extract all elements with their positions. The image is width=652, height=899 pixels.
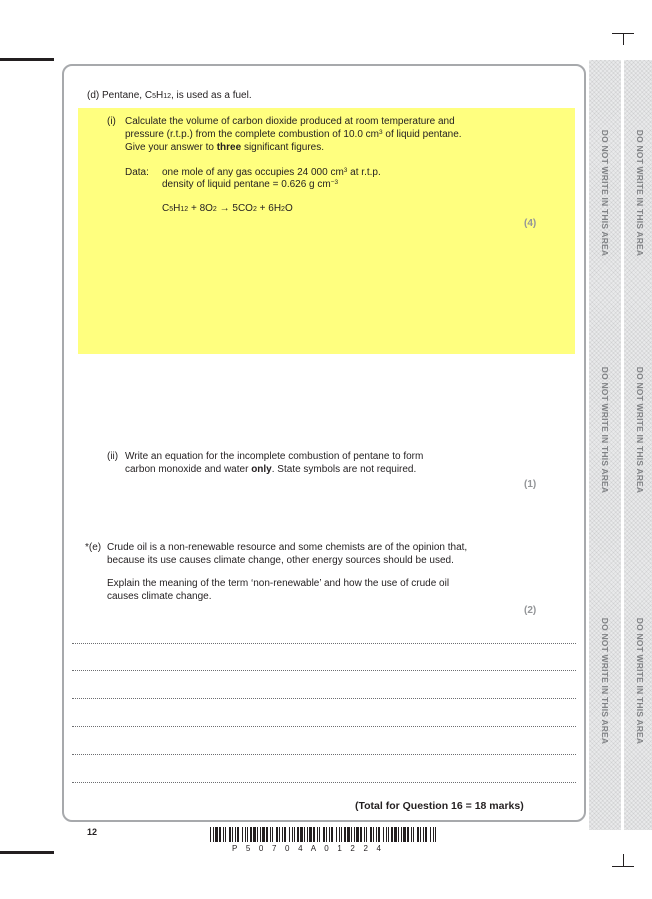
margin-warning-outer-1: DO NOT WRITE IN THIS AREA: [635, 129, 645, 257]
barcode-text: P 5 0 7 0 4 A 0 1 2 2 4: [232, 844, 385, 853]
marks-e: (2): [524, 605, 537, 616]
question-d-label: (d): [87, 90, 100, 101]
data-molar-volume: one mole of any gas occupies 24 000 $cm^3$ at r.t.p.: [162, 167, 381, 178]
question-d-i-line1: Calculate the volume of carbon dioxide produced at room temperature and: [125, 116, 455, 127]
question-e-line1: Crude oil is a non-renewable resource and some chemists are of the opinion that,: [107, 542, 468, 553]
question-d-text: Pentane, C5H12, is used as a fuel.: [102, 90, 252, 101]
margin-warning-outer-3: DO NOT WRITE IN THIS AREA: [635, 617, 645, 745]
answer-line[interactable]: [72, 698, 576, 699]
marks-d-ii: (1): [524, 479, 537, 490]
question-d-i-label: (i): [107, 116, 116, 127]
crop-mark-bottom-v: [623, 854, 624, 866]
question-d-i-line3: Give your answer to three significant figures.: [125, 142, 324, 153]
question-d: [87, 90, 252, 104]
answer-line[interactable]: [72, 670, 576, 671]
margin-warning-outer-2: DO NOT WRITE IN THIS AREA: [635, 366, 645, 494]
page-number: 12: [87, 827, 98, 837]
margin-warning-inner-1: DO NOT WRITE IN THIS AREA: [600, 129, 610, 257]
combustion-equation: C5H12 + 8O2 → 5CO2 + 6H2O: [162, 203, 293, 214]
question-total: (Total for Question 16 = 18 marks): [355, 800, 524, 812]
question-e-line4: causes climate change.: [107, 591, 212, 602]
data-label: Data:: [125, 167, 149, 178]
crop-mark-bottom-h: [612, 866, 634, 867]
edge-bar-bottom: [0, 851, 54, 854]
question-e-line2: because its use causes climate change, other energy sources should be used.: [107, 555, 454, 566]
question-e-line3: Explain the meaning of the term ‘non-renewable’ and how the use of crude oil: [107, 578, 450, 589]
question-e-label: *(e): [85, 542, 102, 553]
crop-mark-top-v: [623, 33, 624, 45]
data-density: density of liquid pentane = 0.626 g $cm^{-3}$: [162, 179, 339, 190]
answer-line[interactable]: [72, 643, 576, 644]
margin-warning-inner-2: DO NOT WRITE IN THIS AREA: [600, 366, 610, 494]
answer-line[interactable]: [72, 782, 576, 783]
edge-bar-top: [0, 58, 54, 61]
question-d-ii-line1: Write an equation for the incomplete combustion of pentane to form: [125, 451, 424, 462]
answer-line[interactable]: [72, 754, 576, 755]
answer-line[interactable]: [72, 726, 576, 727]
marks-d-i: (4): [524, 218, 537, 229]
question-d-ii-label: (ii): [107, 451, 119, 462]
question-d-ii-line2: carbon monoxide and water only. State symbols are not required.: [125, 464, 417, 475]
question-d-i-line2: pressure (r.t.p.) from the complete combustion of 10.0 $cm^3$ of liquid pentane.: [125, 129, 462, 140]
margin-warning-inner-3: DO NOT WRITE IN THIS AREA: [600, 617, 610, 745]
